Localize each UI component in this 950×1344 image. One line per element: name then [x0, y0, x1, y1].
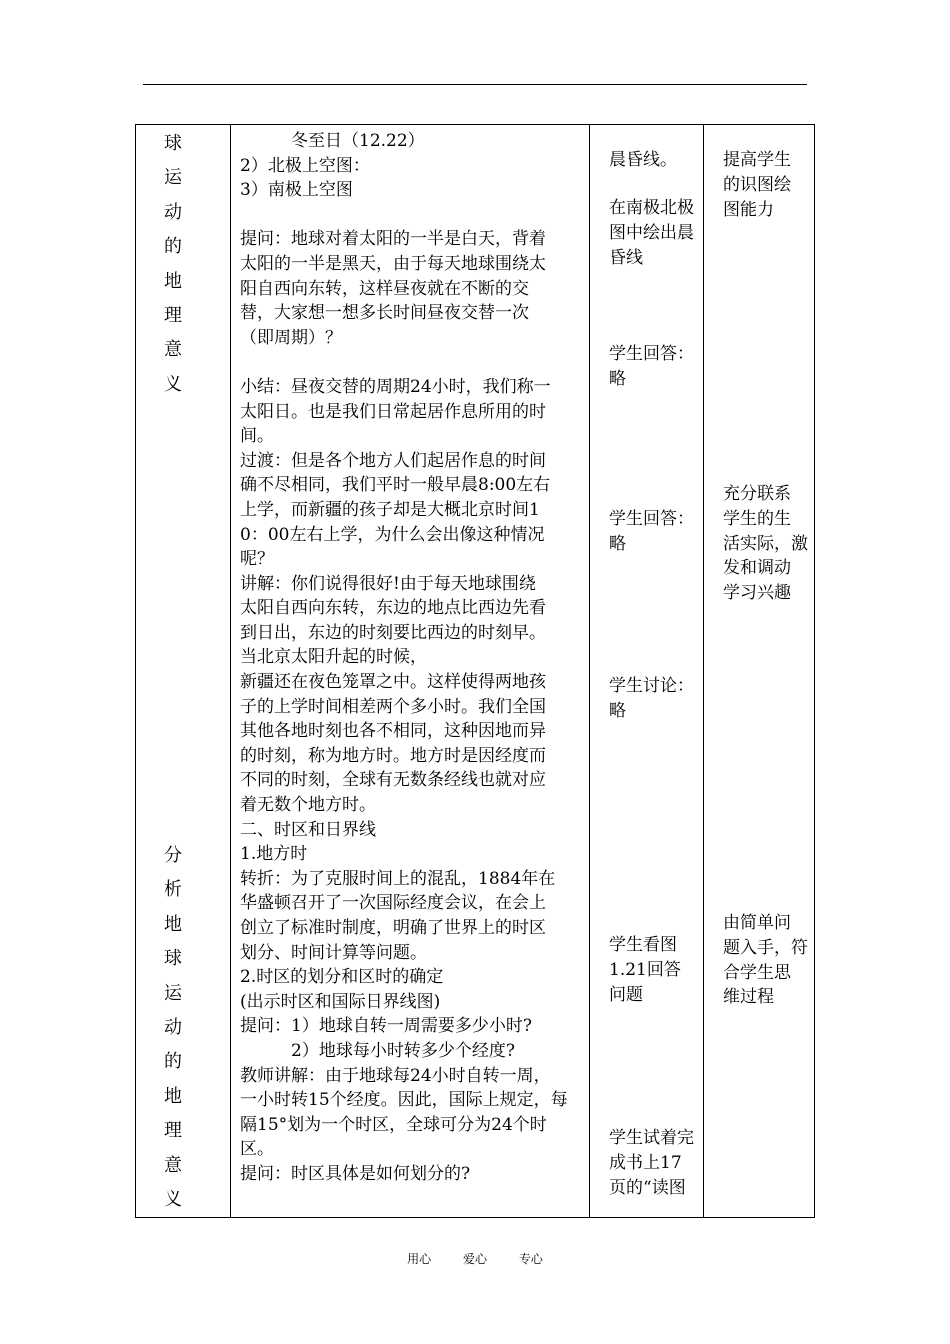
- student-note: [609, 933, 681, 1007]
- purpose-note: [723, 482, 808, 606]
- topic-char: 义: [164, 373, 182, 395]
- topic-char: 动: [164, 1017, 182, 1038]
- content-line: 间。: [240, 426, 274, 447]
- student-activity-column: [599, 125, 703, 1217]
- content-line: 子的上学时间相差两个多小时。我们全国: [240, 696, 546, 717]
- content-line: 上学，而新疆的孩子却是大概北京时间1: [240, 499, 540, 520]
- content-line: 3）南极上空图: [240, 180, 353, 201]
- content-line: 阳自西向东转，这样昼夜就在不断的交: [240, 278, 529, 299]
- content-line: 其他各地时刻也各不相同，这种因地而异: [240, 721, 546, 742]
- content-line: (出示时区和国际日界线图): [240, 991, 441, 1012]
- topic-char: 运: [164, 167, 182, 189]
- note-line: 提高学生: [723, 150, 791, 170]
- content-line: [240, 350, 590, 375]
- content-line: 提问：时区具体是如何划分的?: [240, 1163, 471, 1184]
- student-note: [609, 674, 694, 724]
- note-line: 学生回答：: [609, 509, 694, 529]
- note-line: 问题: [609, 984, 643, 1005]
- topic-char: 理: [164, 305, 182, 326]
- note-line: 晨昏线。: [609, 150, 677, 170]
- content-line: 太阳自西向东转，东边的地点比西边先看: [240, 598, 546, 619]
- topic-char: 的: [164, 1051, 182, 1073]
- note-line: 学生回答：: [609, 344, 694, 364]
- topic-char: 地: [164, 913, 182, 935]
- content-line: 一小时转15个经度。因此，国际上规定，每: [240, 1090, 568, 1111]
- note-line: 在南极北极: [609, 198, 694, 218]
- content-line: 区。: [240, 1139, 274, 1160]
- topic-char: 地: [164, 270, 182, 292]
- content-line: 0：00左右上学，为什么会出像这种情况: [240, 524, 545, 545]
- content-line: 呢？: [240, 549, 274, 570]
- content-line: 替，大家想一想多长时间昼夜交替一次: [240, 303, 529, 324]
- topic-char: 地: [164, 1085, 182, 1107]
- content-line: 确不尽相同，我们平时一般早晨8:00左右: [240, 475, 551, 496]
- topic-char: 义: [164, 1189, 182, 1210]
- student-note: [609, 342, 694, 392]
- note-line: 的识图绘: [723, 174, 791, 195]
- content-line: 教师讲解：由于地球每24小时自转一周，: [240, 1065, 551, 1086]
- topic-char: 球: [164, 948, 182, 970]
- note-line: 图能力: [723, 199, 774, 220]
- note-line: 图中绘出晨: [609, 222, 694, 243]
- topic-char: 析: [164, 879, 182, 901]
- content-line: 1.地方时: [240, 844, 308, 865]
- topic-char: 运: [164, 982, 182, 1004]
- note-line: 维过程: [723, 987, 774, 1008]
- note-line: 1.21回答: [609, 959, 681, 980]
- note-line: 成书上17: [609, 1152, 682, 1173]
- topic-char: 理: [164, 1120, 182, 1142]
- content-line: 过渡：但是各个地方人们起居作息的时间: [240, 450, 546, 471]
- content-line: 华盛顿召开了一次国际经度会议，在会上: [240, 893, 546, 914]
- note-line: 昏线: [609, 247, 643, 268]
- student-note: [609, 148, 677, 173]
- purpose-note: [723, 148, 791, 222]
- content-line: 隔15°划为一个时区，全球可分为24个时: [240, 1114, 547, 1135]
- content-line: 讲解：你们说得很好!由于每天地球围绕: [240, 573, 536, 594]
- content-line: 2）北极上空图：: [240, 155, 370, 176]
- content-line: 当北京太阳升起的时候，: [240, 647, 427, 668]
- note-line: 学生试着完: [609, 1128, 694, 1148]
- footer-word: 专心: [518, 1252, 543, 1266]
- content-line: 提问：1）地球自转一周需要多少小时?: [240, 1016, 532, 1037]
- design-purpose-column: [713, 125, 809, 1217]
- footer-word: 用心: [407, 1252, 432, 1266]
- note-line: 略: [609, 700, 626, 721]
- content-line: 新疆还在夜色笼罩之中。这样使得两地孩: [240, 672, 546, 693]
- note-line: 活实际，激: [723, 533, 808, 554]
- note-line: 略: [609, 368, 626, 389]
- teaching-content-column: [240, 129, 590, 1187]
- note-line: 略: [609, 533, 626, 554]
- page-footer: [0, 1250, 950, 1267]
- content-line: 2）地球每小时转多少个经度?: [240, 1040, 515, 1061]
- topic-char: 的: [164, 236, 182, 258]
- note-line: 合学生思: [723, 962, 791, 983]
- topic-char: 分: [164, 845, 182, 866]
- content-line: 不同的时刻，全球有无数条经线也就对应: [240, 770, 546, 791]
- content-line: 太阳日。也是我们日常起居作息所用的时: [240, 401, 546, 422]
- topic-char: 意: [164, 339, 182, 361]
- content-line: 着无数个地方时。: [240, 795, 376, 816]
- topic-column: [136, 125, 230, 1217]
- content-line: 转折：为了克服时间上的混乱，1884年在: [240, 868, 556, 889]
- content-line: 划分、时间计算等问题。: [240, 942, 427, 963]
- topic-char: 球: [164, 133, 182, 154]
- note-line: 学习兴趣: [723, 583, 791, 604]
- note-line: 学生看图: [609, 935, 677, 955]
- note-line: 题入手，符: [723, 937, 808, 958]
- column-divider: [230, 125, 231, 1217]
- note-line: 充分联系: [723, 484, 791, 504]
- content-line: 太阳的一半是黑天，由于每天地球围绕太: [240, 253, 546, 274]
- header-rule: [143, 84, 807, 85]
- content-line: 创立了标准时制度，明确了世界上的时区: [240, 918, 546, 938]
- topic-char: 动: [164, 201, 182, 223]
- note-line: 发和调动: [723, 558, 791, 579]
- content-line: 到日出，东边的时刻要比西边的时刻早。: [240, 622, 546, 643]
- footer-word: 爱心: [462, 1252, 487, 1266]
- lesson-table: [135, 124, 815, 1218]
- content-line: 2.时区的划分和区时的确定: [240, 967, 444, 988]
- student-note: [609, 507, 694, 557]
- student-note: [609, 196, 694, 270]
- column-divider: [703, 125, 704, 1217]
- content-line: [240, 203, 590, 228]
- content-line: 冬至日（12.22）: [240, 131, 425, 151]
- content-line: 的时刻，称为地方时。地方时是因经度而: [240, 745, 546, 766]
- note-line: 页的“读图: [609, 1177, 686, 1198]
- content-line: 二、时区和日界线: [240, 819, 376, 840]
- purpose-note: [723, 911, 808, 1010]
- note-line: 学生讨论：: [609, 676, 694, 696]
- content-line: 提问：地球对着太阳的一半是白天，背着: [240, 229, 546, 250]
- topic-char: 意: [164, 1154, 182, 1176]
- student-note: [609, 1126, 694, 1200]
- note-line: 由简单问: [723, 913, 791, 933]
- content-line: 小结：昼夜交替的周期24小时，我们称一: [240, 376, 551, 397]
- content-line: （即周期）？: [240, 327, 342, 348]
- note-line: 学生的生: [723, 508, 791, 529]
